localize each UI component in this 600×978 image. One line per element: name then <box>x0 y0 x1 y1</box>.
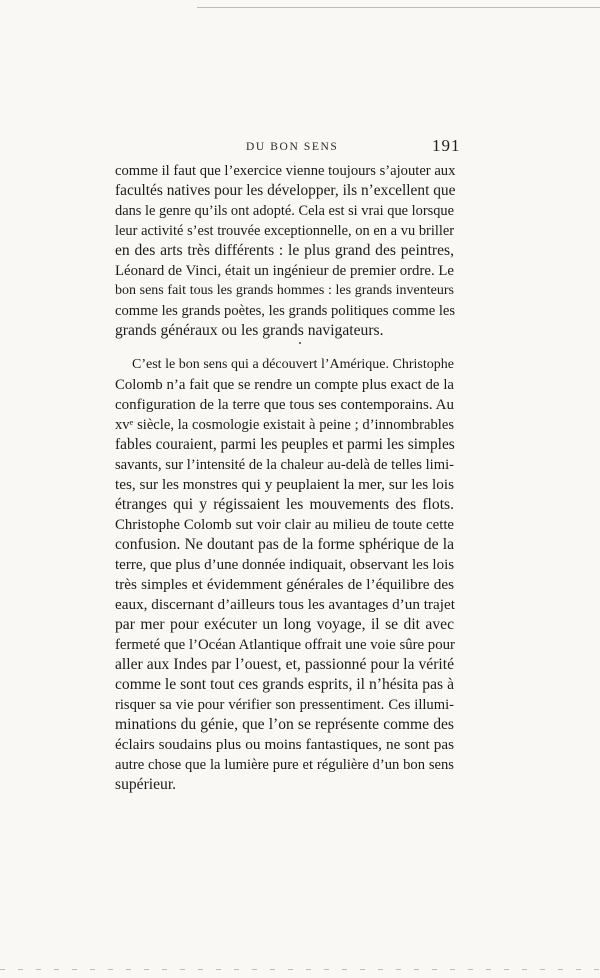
text-line: tes, sur les monstres qui y peuplaient la mer, sur les lois <box>115 476 454 493</box>
text-line: très simples et évidemment générales de l’équilibre des <box>115 576 454 593</box>
text-line: aller aux Indes par l’ouest, et, passionné pour la vérité <box>115 656 454 673</box>
text-line: minations du génie, que l’on se représente comme des <box>115 716 454 733</box>
text-line: facultés natives pour les développer, ils n’excellent que <box>115 182 456 199</box>
text-line: fables couraient, parmi les peuples et parmi les simples <box>115 436 455 453</box>
text-line: étranges qui y régissaient les mouvements des flots. <box>115 496 454 513</box>
text-line: Colomb n’a fait que se rendre un compte plus exact de la <box>115 377 454 393</box>
text-line: dans le genre qu’ils ont adopté. Cela est si vrai que lorsque <box>115 203 454 219</box>
text-line: xvᵉ siècle, la cosmologie existait à peine ; d’innombrables <box>115 417 454 433</box>
text-line: en des arts très différents : le plus grand des peintres, <box>115 242 454 259</box>
text-line: autre chose que la lumière pure et régulière d’un bon sens <box>115 757 454 773</box>
text-line: leur activité s’est trouvée exceptionnelle, on en a vu briller <box>115 223 454 239</box>
text-line: comme il faut que l’exercice vienne toujours s’ajouter aux <box>115 163 456 179</box>
text-line: Léonard de Vinci, était un ingénieur de premier ordre. Le <box>115 263 454 279</box>
stray-dot <box>299 342 301 344</box>
text-line: savants, sur l’intensité de la chaleur au-delà de telles limi- <box>115 457 454 473</box>
text-line: C’est le bon sens qui a découvert l’Amérique. Christophe <box>132 357 454 372</box>
bottom-edge-marks <box>0 969 600 970</box>
text-line: configuration de la terre que tous ses contemporains. Au <box>115 397 454 413</box>
text-line: bon sens fait tous les grands hommes : les grands inventeurs <box>115 283 454 298</box>
text-line: grands généraux ou les grands navigateurs. <box>115 322 384 339</box>
text-line: Christophe Colomb sut voir clair au milieu de toute cette <box>115 517 454 533</box>
page-number: 191 <box>432 136 461 155</box>
text-line: comme le sont tout ces grands esprits, il n’hésita pas à <box>115 676 454 693</box>
text-line: eaux, discernant d’ailleurs tous les avantages d’un trajet <box>115 596 455 613</box>
text-line: éclairs soudains plus ou moins fantastiques, ne sont pas <box>115 736 454 753</box>
running-head: DU BON SENS <box>246 141 339 153</box>
text-line: par mer pour exécuter un long voyage, il se dit avec <box>115 616 454 633</box>
text-line: risquer sa vie pour vérifier son pressentiment. Ces illumi- <box>115 697 454 713</box>
top-rule <box>197 7 600 8</box>
text-line: confusion. Ne doutant pas de la forme sphérique de la <box>115 536 454 553</box>
text-line: terre, que plus d’une donnée indiquait, observant les lois <box>115 557 455 573</box>
text-line: fermeté que l’Océan Atlantique offrait une voie sûre pour <box>115 637 455 653</box>
text-line: comme les grands poètes, les grands politiques comme les <box>115 303 456 319</box>
text-line: supérieur. <box>115 776 177 793</box>
